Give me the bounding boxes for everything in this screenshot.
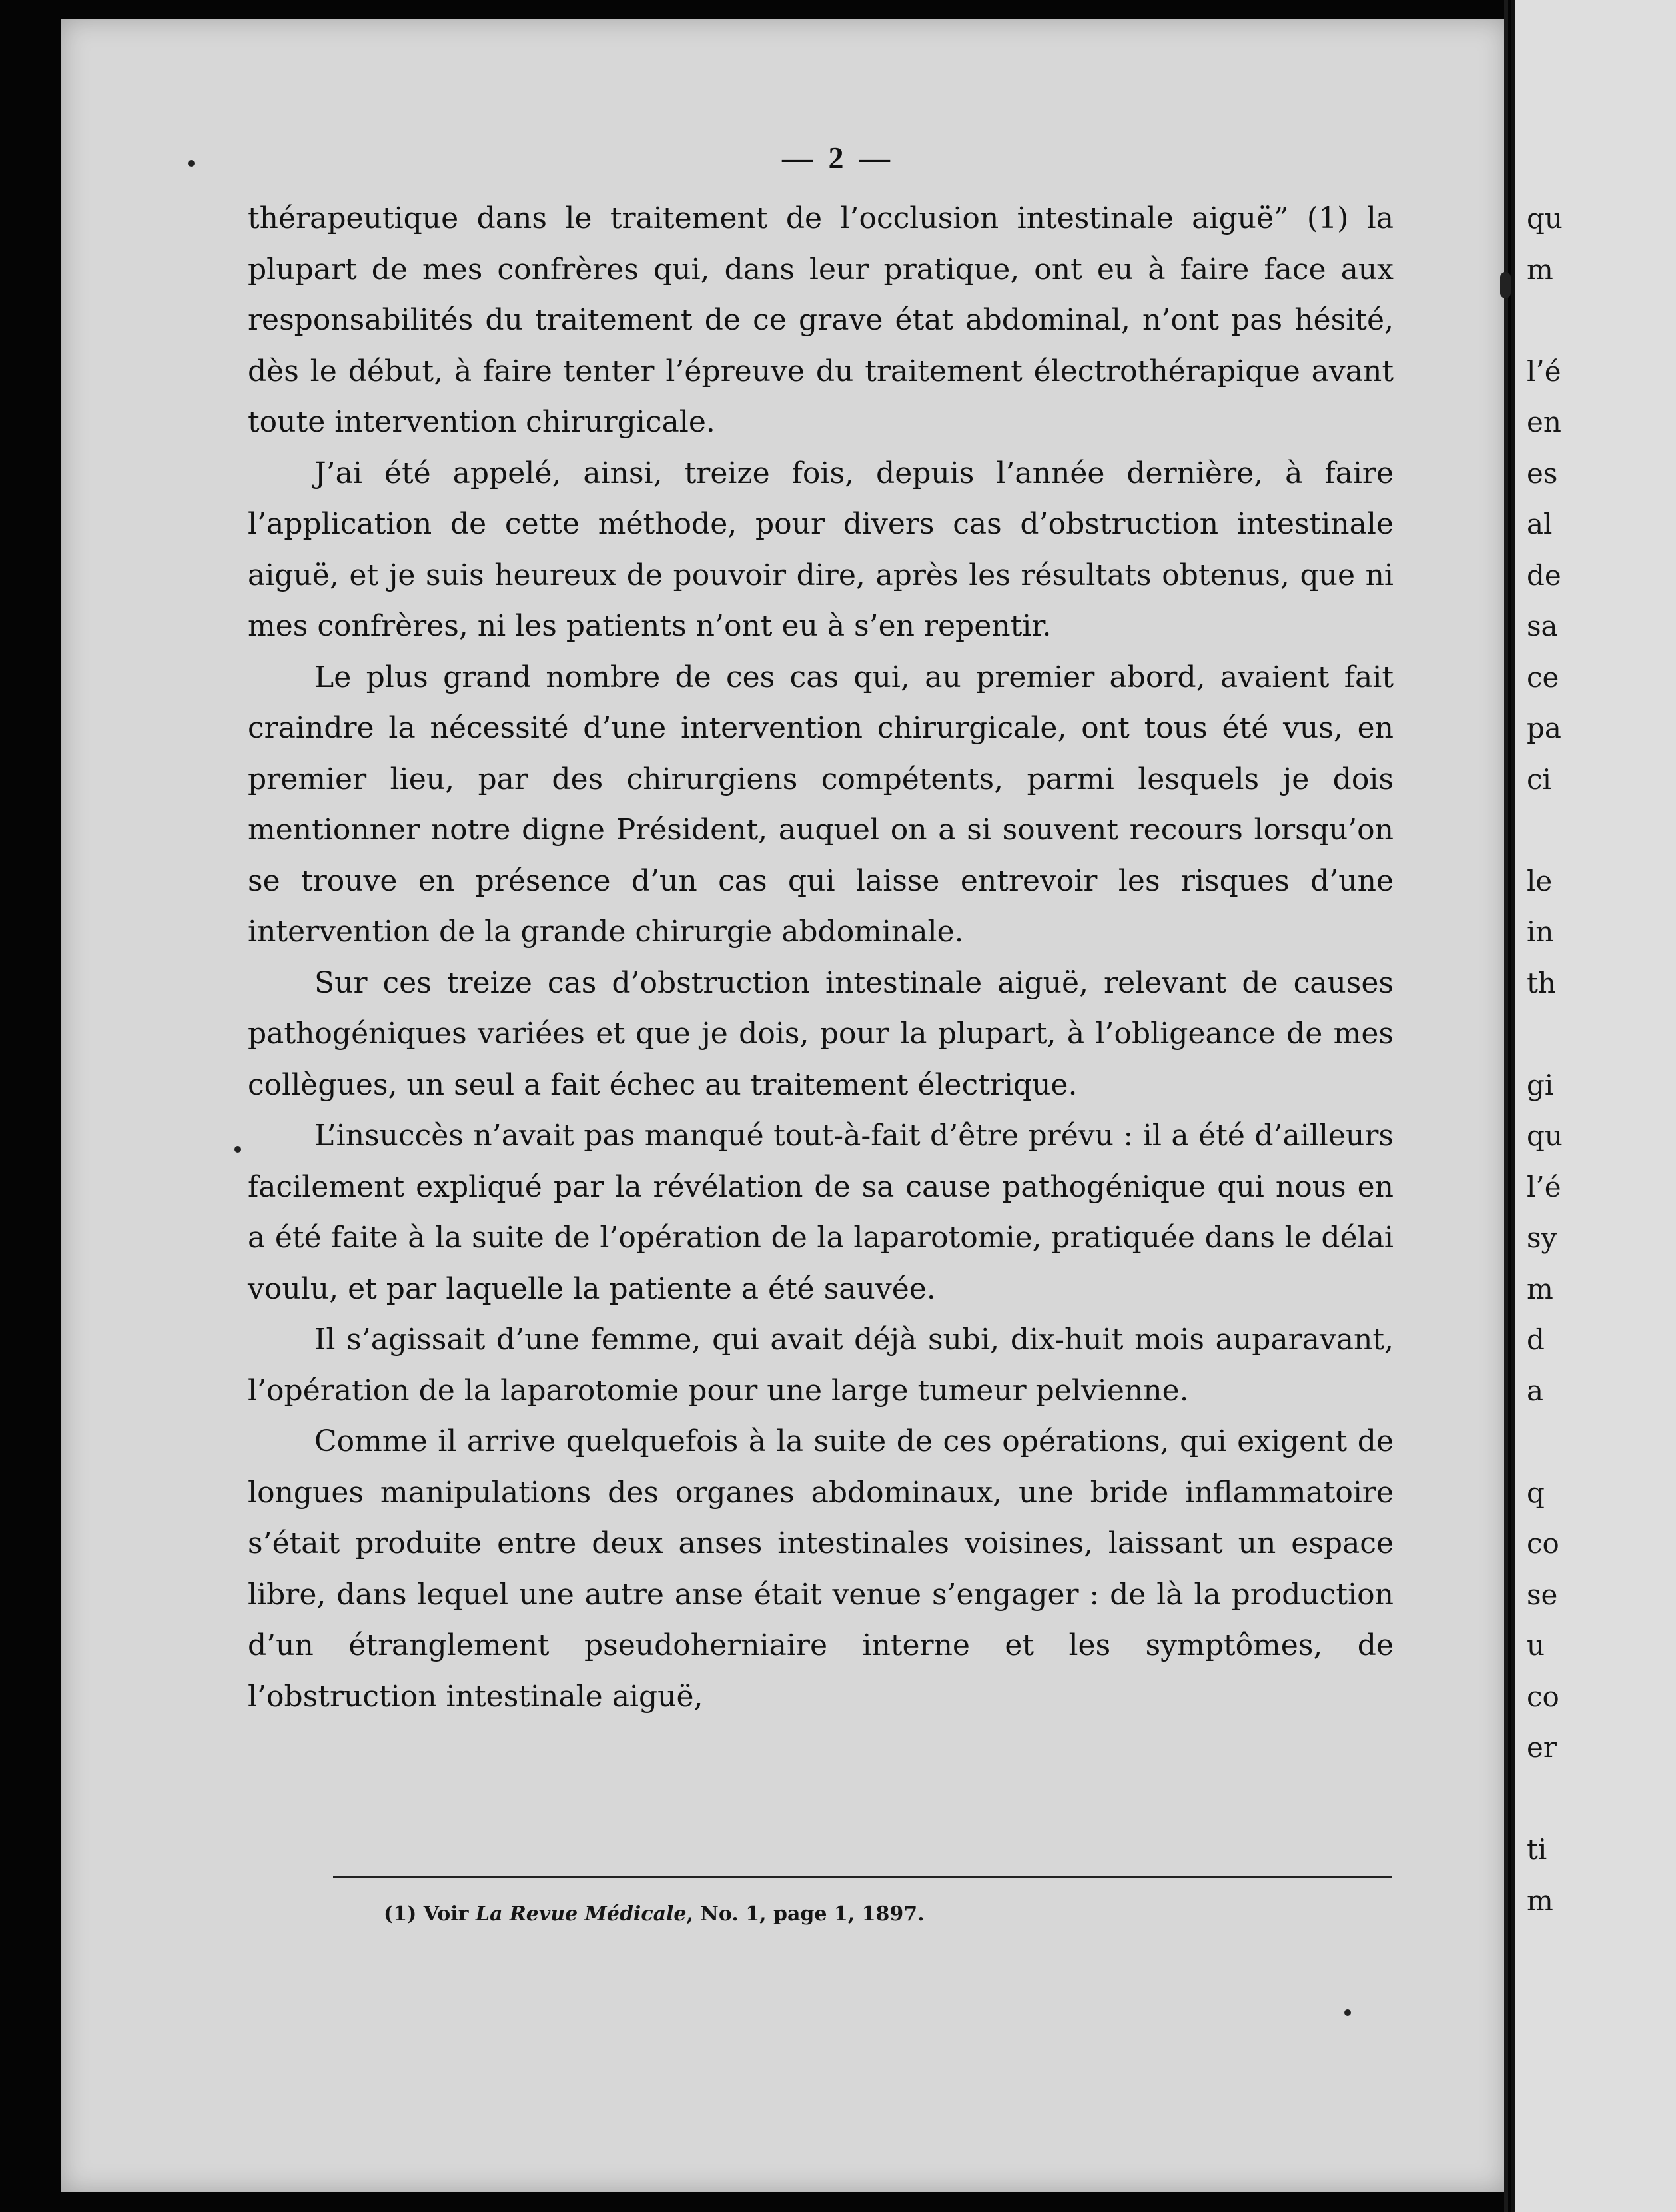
paragraph-1: thérapeutique dans le traitement de l’occlusion intestinale aiguë” (1) la plupart de mes confrères qui, dans leur pratique, ont eu à faire face aux responsabilités du traitement de ce grave état abdominal, n’ont pas hésité, dès le début, à faire tenter l’épreuve du traitement électrothérapique avant toute intervention chirurgicale. bbox=[248, 201, 1394, 439]
scan-speck bbox=[234, 1146, 241, 1153]
next-page-fragment: se bbox=[1527, 1578, 1558, 1611]
next-page-fragment: ti bbox=[1527, 1833, 1547, 1866]
footnote-journal: La Revue Médicale bbox=[475, 1902, 687, 1926]
next-page-fragment: de bbox=[1527, 558, 1561, 592]
paragraph-5: L’insuccès n’avait pas manqué tout-à-fait d’être prévu : il a été d’ailleurs facilement expliqué par la révélation de sa cause pathogénique qui nous en a été faite à la suite de l’opération de la laparotomie, pratiquée dans le délai voulu, et par laquelle la patiente a été sauvée. bbox=[248, 1119, 1394, 1306]
next-page-fragment: d bbox=[1527, 1323, 1545, 1356]
next-page-fragment: l’é bbox=[1527, 1170, 1561, 1203]
next-page-fragment: sa bbox=[1527, 610, 1558, 642]
next-page-fragment: qu bbox=[1527, 202, 1563, 235]
paragraph-6: Il s’agissait d’une femme, qui avait déjà subi, dix-huit mois auparavant, l’opération de la laparotomie pour une large tumeur pelvienne. bbox=[248, 1323, 1394, 1408]
next-page-fragment bbox=[1527, 295, 1673, 346]
next-page-fragment: a bbox=[1527, 1374, 1544, 1407]
next-page-fragment: er bbox=[1527, 1731, 1557, 1764]
next-page-fragment: es bbox=[1527, 456, 1558, 490]
next-page-fragment: q bbox=[1527, 1476, 1545, 1509]
scan-speck bbox=[188, 160, 195, 167]
next-page-fragment: th bbox=[1527, 966, 1556, 999]
next-page-fragment: m bbox=[1527, 253, 1553, 286]
next-page-fragment: m bbox=[1527, 1272, 1553, 1305]
next-page-fragment: co bbox=[1527, 1680, 1559, 1713]
next-page-fragment bbox=[1527, 1416, 1673, 1468]
next-page-fragment bbox=[1527, 1009, 1673, 1060]
next-page-fragment: en bbox=[1527, 406, 1561, 438]
next-page-fragment: m bbox=[1527, 1884, 1553, 1917]
paragraph-7: Comme il arrive quelquefois à la suite de ces opérations, qui exigent de longues manipulations des organes abdominaux, une bride inflammatoire s’était produite entre deux anses intestinales voisines, laissant un espace libre, dans lequel une autre anse était venue s’engager : de là la production d’un étranglement pseudoherniaire interne et les symptômes, de l’obstruction intestinale aiguë, bbox=[248, 1424, 1394, 1714]
footnote bbox=[384, 1902, 925, 1926]
next-page-fragment: pa bbox=[1527, 712, 1561, 744]
next-page-fragment bbox=[1527, 805, 1673, 856]
paragraph-3: Le plus grand nombre de ces cas qui, au premier abord, avaient fait craindre la nécessité d’une intervention chirurgicale, ont tous été vus, en premier lieu, par des chirurgiens compétents, parmi lesquels je dois mentionner notre digne Président, auquel on a si souvent recours lorsqu’on se trouve en présence d’un cas qui laisse entrevoir les risques d’une intervention de la grande chirurgie abdominale. bbox=[248, 660, 1394, 949]
page-gutter bbox=[1504, 0, 1508, 2212]
paragraph-2: J’ai été appelé, ainsi, treize fois, depuis l’année dernière, à faire l’application de cette méthode, pour divers cas d’obstruction intestinale aiguë, et je suis heureux de pouvoir dire, après les résultats obtenus, que ni mes confrères, ni les patients n’ont eu à s’en repentir. bbox=[248, 456, 1394, 643]
page-number: — 2 — bbox=[782, 141, 894, 175]
next-page-text-fragments bbox=[1527, 193, 1673, 1926]
next-page-fragment bbox=[1527, 1774, 1673, 1825]
next-page-fragment: sy bbox=[1527, 1221, 1557, 1254]
footnote-suffix: , No. 1, page 1, 1897. bbox=[686, 1902, 925, 1926]
next-page-fragment: ci bbox=[1527, 762, 1551, 796]
body-text bbox=[248, 193, 1394, 1722]
next-page-fragment: co bbox=[1527, 1527, 1559, 1560]
next-page-fragment: in bbox=[1527, 915, 1554, 948]
next-page-fragment: qu bbox=[1527, 1119, 1563, 1152]
scan-speck bbox=[1344, 2009, 1351, 2016]
next-page-fragment: ce bbox=[1527, 660, 1559, 694]
next-page-fragment: u bbox=[1527, 1629, 1545, 1662]
paragraph-4: Sur ces treize cas d’obstruction intestinale aiguë, relevant de causes pathogéniques variées et que je dois, pour la plupart, à l’obligeance de mes collègues, un seul a fait échec au traitement électrique. bbox=[248, 965, 1394, 1102]
next-page-fragment: le bbox=[1527, 864, 1553, 897]
footnote-prefix: (1) Voir bbox=[384, 1902, 476, 1926]
binding-mark bbox=[1500, 272, 1511, 298]
next-page-fragment: l’é bbox=[1527, 354, 1561, 388]
footnote-rule bbox=[333, 1876, 1392, 1878]
next-page-fragment: al bbox=[1527, 508, 1553, 540]
next-page-fragment: gi bbox=[1527, 1068, 1554, 1101]
